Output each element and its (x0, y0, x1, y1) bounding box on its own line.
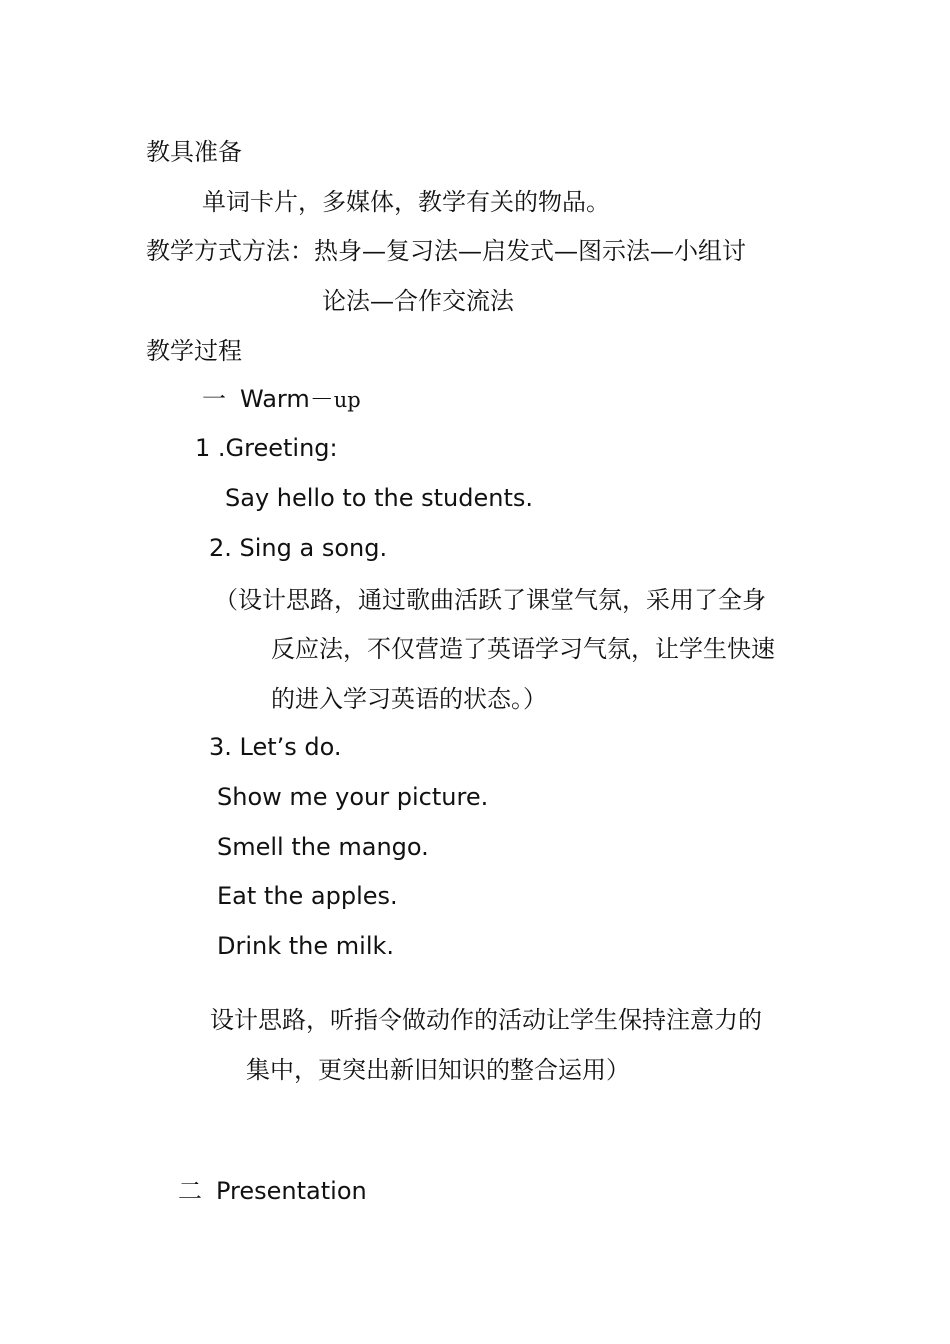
letsdo-note-line-2: 集中，更突出新旧知识的整合运用） (246, 1056, 630, 1084)
warmup-title: Warm－ (240, 385, 334, 413)
sing-note-line-3: 的进入学习英语的状态。） (271, 685, 547, 713)
sing-note-line-2: 反应法，不仅营造了英语学习气氛，让学生快速 (271, 635, 775, 663)
warmup-number: 一 (202, 385, 226, 413)
process-heading: 教学过程 (146, 337, 242, 365)
methods-line-1: 教学方式方法：热身—复习法—启发式—图示法—小组讨 (146, 237, 746, 265)
methods-line-2: 论法—合作交流法 (322, 287, 514, 315)
warmup-title-suffix: up (333, 388, 361, 412)
greeting-label: 1 .Greeting: (195, 434, 338, 462)
greeting-text: Say hello to the students. (225, 484, 534, 512)
sing-label: 2. Sing a song. (209, 534, 388, 562)
equipment-text: 单词卡片，多媒体，教学有关的物品。 (202, 188, 610, 216)
equipment-heading: 教具准备 (146, 138, 242, 166)
warmup-heading (202, 387, 361, 411)
presentation-title: Presentation (216, 1177, 367, 1205)
presentation-number: 二 (178, 1177, 202, 1205)
presentation-heading (178, 1179, 367, 1203)
letsdo-note-line-1: 设计思路，听指令做动作的活动让学生保持注意力的 (210, 1006, 762, 1034)
command-line: Smell the mango. (217, 833, 429, 861)
command-line: Show me your picture. (217, 783, 489, 811)
sing-note-line-1: （设计思路，通过歌曲活跃了课堂气氛，采用了全身 (214, 586, 766, 614)
letsdo-label: 3. Let’s do. (209, 733, 342, 761)
command-line: Drink the milk. (217, 932, 395, 960)
command-line: Eat the apples. (217, 882, 398, 910)
